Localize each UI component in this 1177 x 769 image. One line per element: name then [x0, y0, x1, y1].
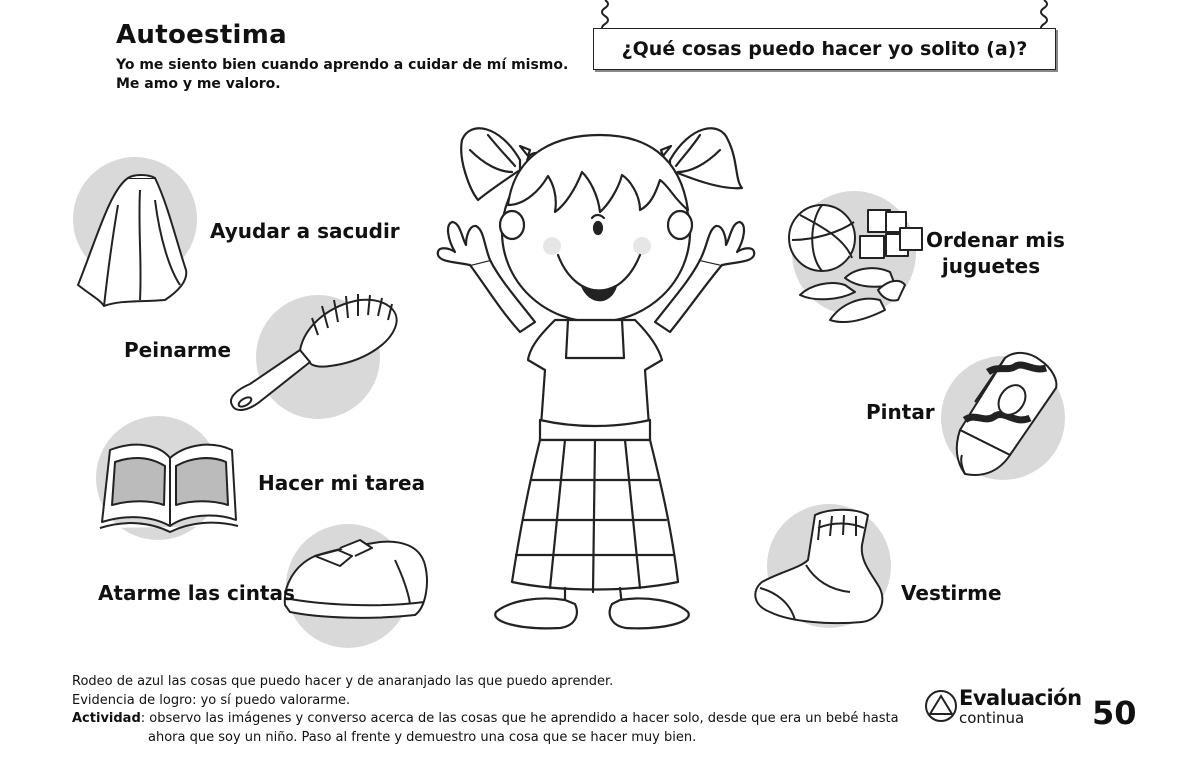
label-laces: Atarme las cintas [98, 581, 295, 605]
activity-text: : observo las imágenes y converso acerca de las cosas que he aprendido a hacer solo, desde que era un bebé hasta [140, 711, 899, 726]
page-number: 50 [1092, 694, 1137, 732]
label-homework: Hacer mi tarea [258, 471, 426, 495]
footer-instructions [72, 673, 912, 747]
activity-text-continued: ahora que soy un niño. Paso al frente y demuestro una cosa que se hacer muy bien. [148, 729, 697, 745]
label-comb: Peinarme [124, 338, 232, 362]
page-title: Autoestima [116, 20, 288, 50]
logo-subtitle: continua [959, 709, 1025, 727]
activity-label: Actividad [72, 711, 141, 726]
footer-line-1: Rodeo de azul las cosas que puedo hacer y de anaranjado las que puedo aprender. [72, 674, 614, 689]
book-icon [100, 445, 238, 532]
label-dust: Ayudar a sacudir [210, 219, 400, 243]
label-toys [926, 227, 1065, 279]
evaluacion-logo-icon [926, 691, 956, 721]
label-toys-line-1: Ordenar mis [926, 228, 1065, 252]
girl-illustration [438, 128, 754, 628]
logo-title: Evaluación [959, 686, 1082, 710]
label-toys-line-2: juguetes [941, 254, 1041, 278]
subtitle-line-2: Me amo y me valoro. [116, 76, 281, 92]
subtitle-line-1: Yo me siento bien cuando aprendo a cuidar de mí mismo. [116, 57, 569, 73]
footer-line-2: Evidencia de logro: yo sí puedo valorarme. [72, 692, 351, 708]
footer-activity [72, 710, 912, 729]
page-subtitle [116, 56, 568, 94]
label-paint: Pintar [866, 400, 935, 424]
question-sign: ¿Qué cosas puedo hacer yo solito (a)? [593, 28, 1056, 70]
label-dress: Vestirme [901, 581, 1002, 605]
